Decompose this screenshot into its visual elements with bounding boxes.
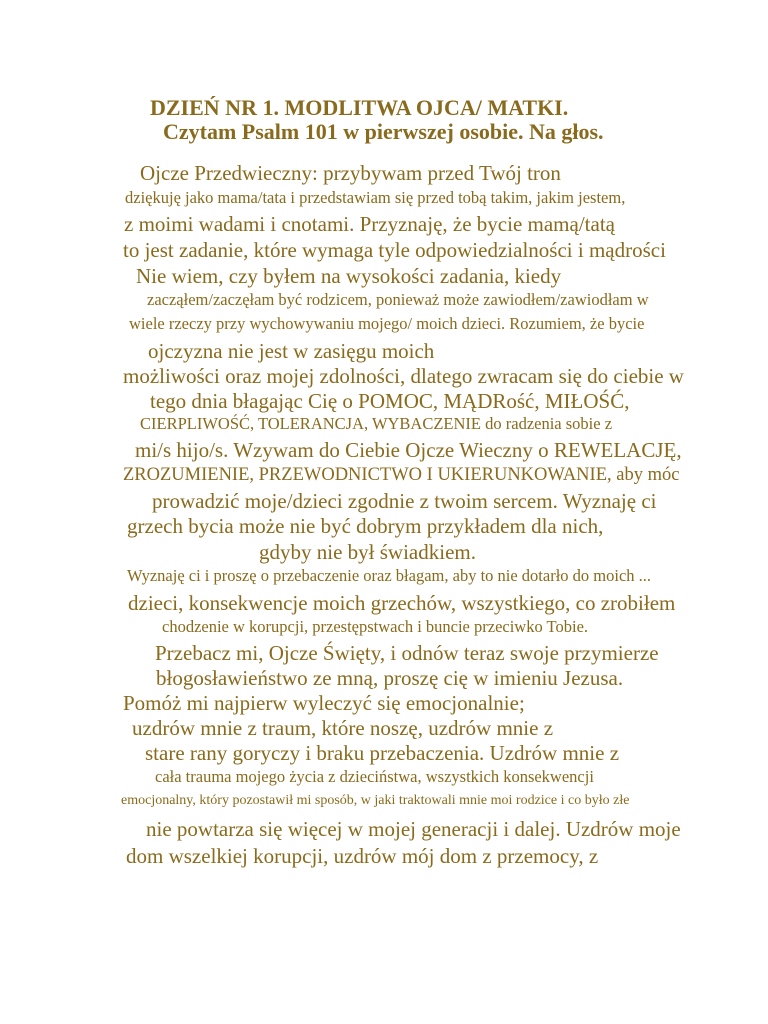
text-line: Przebacz mi, Ojcze Święty, i odnów teraz swoje przymierze [155, 641, 659, 665]
text-line: chodzenie w korupcji, przestępstwach i buncie przeciwko Tobie. [162, 617, 589, 636]
text-line: mi/s hijo/s. Wzywam do Ciebie Ojcze Wieczny o REWELACJĘ, [135, 438, 682, 462]
text-line: możliwości oraz mojej zdolności, dlatego zwracam się do ciebie w [123, 364, 684, 388]
text-line: Wyznaję ci i proszę o przebaczenie oraz błagam, aby to nie dotarło do moich ... [127, 566, 652, 585]
text-line: grzech bycia może nie być dobrym przykładem dla nich, [127, 514, 604, 538]
text-line: dziękuję jako mama/tata i przedstawiam się przed tobą takim, jakim jestem, [125, 188, 626, 207]
text-line: prowadzić moje/dzieci zgodnie z twoim sercem. Wyznaję ci [152, 489, 657, 513]
text-line: cała trauma mojego życia z dzieciństwa, wszystkich konsekwencji [155, 767, 594, 786]
text-line: zacząłem/zaczęłam być rodzicem, ponieważ może zawiodłem/zawiodłam w [147, 290, 649, 309]
text-line: z moimi wadami i cnotami. Przyznaję, że bycie mamą/tatą [124, 212, 615, 236]
text-line: gdyby nie był świadkiem. [259, 540, 476, 564]
title-line-2: Czytam Psalm 101 w pierwszej osobie. Na głos. [163, 119, 604, 144]
text-line: tego dnia błagając Cię o POMOC, MĄDRość, MIŁOŚĆ, [150, 389, 630, 413]
text-line: Nie wiem, czy byłem na wysokości zadania, kiedy [136, 264, 562, 288]
text-line: Ojcze Przedwieczny: przybywam przed Twój tron [140, 161, 561, 185]
text-line: nie powtarza się więcej w mojej generacji i dalej. Uzdrów moje [146, 817, 681, 841]
text-line: ojczyzna nie jest w zasięgu moich [148, 339, 435, 363]
text-line: CIERPLIWOŚĆ, TOLERANCJA, WYBACZENIE do radzenia sobie z [140, 414, 613, 433]
text-line: stare rany goryczy i braku przebaczenia. Uzdrów mnie z [145, 741, 620, 765]
text-line: to jest zadanie, które wymaga tyle odpowiedzialności i mądrości [123, 238, 666, 262]
text-line: Pomóż mi najpierw wyleczyć się emocjonalnie; [123, 691, 525, 715]
text-line: błogosławieństwo ze mną, proszę cię w imieniu Jezusa. [156, 666, 624, 690]
text-line: ZROZUMIENIE, PRZEWODNICTWO I UKIERUNKOWANIE, aby móc [123, 465, 680, 485]
text-line: dom wszelkiej korupcji, uzdrów mój dom z przemocy, z [126, 844, 599, 868]
text-line: wiele rzeczy przy wychowywaniu mojego/ moich dzieci. Rozumiem, że bycie [129, 314, 645, 333]
title-line-1: DZIEŃ NR 1. MODLITWA OJCA/ MATKI. [150, 95, 569, 120]
text-line: uzdrów mnie z traum, które noszę, uzdrów mnie z [132, 716, 554, 740]
text-line: dzieci, konsekwencje moich grzechów, wszystkiego, co zrobiłem [128, 591, 676, 615]
text-line: emocjonalny, który pozostawił mi sposób, w jaki traktowali mnie moi rodzice i co było złe [121, 793, 630, 808]
